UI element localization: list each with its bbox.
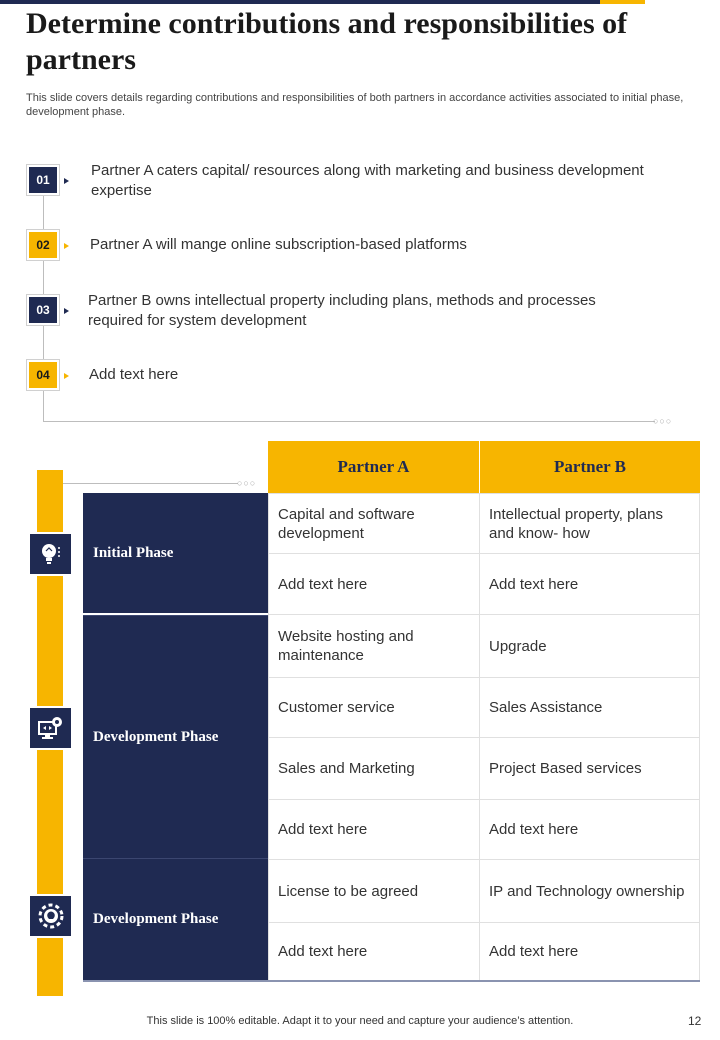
table-cell: Add text here bbox=[268, 799, 480, 860]
arrow-icon bbox=[64, 178, 69, 184]
number-label: 02 bbox=[29, 232, 57, 258]
brain-gear-icon bbox=[28, 894, 73, 938]
number-badge bbox=[26, 294, 60, 326]
number-badge bbox=[26, 359, 60, 391]
table-cell: Add text here bbox=[268, 922, 480, 981]
phase-initial: Initial Phase bbox=[83, 493, 268, 613]
table-cell: Add text here bbox=[479, 799, 700, 860]
monitor-gear-icon bbox=[28, 706, 73, 750]
table-cell: Add text here bbox=[268, 553, 480, 615]
top-accent-bar-yellow bbox=[600, 0, 645, 4]
arrow-icon bbox=[64, 373, 69, 379]
table-cell: Sales Assistance bbox=[479, 677, 700, 738]
list-item-text: Partner B owns intellectual property including plans, methods and processes required for system development bbox=[88, 292, 596, 329]
table-cell: Customer service bbox=[268, 677, 480, 738]
table-cell: IP and Technology ownership bbox=[479, 859, 700, 923]
arrow-icon bbox=[64, 308, 69, 314]
phase-development: Development Phase bbox=[83, 615, 268, 858]
list-connector-horizontal bbox=[43, 421, 655, 422]
header-label: Partner A bbox=[337, 457, 410, 476]
header-label: Partner B bbox=[554, 457, 626, 476]
table-cell: Sales and Marketing bbox=[268, 737, 480, 800]
table-cell: Intellectual property, plans and know- how bbox=[479, 493, 700, 554]
top-accent-bar bbox=[0, 0, 645, 4]
number-label: 03 bbox=[29, 297, 57, 323]
lightbulb-icon bbox=[28, 532, 73, 576]
header-partner-a bbox=[268, 441, 479, 493]
footer-note: This slide is 100% editable. Adapt it to your need and capture your audience’s attention. bbox=[146, 1015, 574, 1027]
table-cell: License to be agreed bbox=[268, 859, 480, 923]
header-partner-b bbox=[480, 441, 700, 493]
number-label: 04 bbox=[29, 362, 57, 388]
table-cell: Add text here bbox=[479, 553, 700, 615]
number-badge bbox=[26, 229, 60, 261]
number-badge bbox=[26, 164, 60, 196]
table-cell: Capital and software development bbox=[268, 493, 480, 554]
table-cell: Website hosting and maintenance bbox=[268, 614, 480, 678]
connector-dots: ○○○ bbox=[653, 416, 673, 426]
table-bottom-border bbox=[83, 980, 700, 982]
slide-title: Determine contributions and responsibilities of partners bbox=[26, 7, 628, 76]
list-item-text: Add text here bbox=[89, 366, 179, 383]
list-item-text: Partner A caters capital/ resources along with marketing and business development expertise bbox=[91, 162, 644, 199]
arrow-icon bbox=[64, 243, 69, 249]
number-label: 01 bbox=[29, 167, 57, 193]
slide-subtitle: This slide covers details regarding contributions and responsibilities of both partners in accordance activities associated to initial phase, development phase. bbox=[26, 92, 684, 118]
list-item-text: Partner A will mange online subscription-based platforms bbox=[90, 236, 467, 253]
page-number: 12 bbox=[688, 1014, 702, 1028]
phase-development-2: Development Phase bbox=[83, 858, 268, 980]
table-cell: Upgrade bbox=[479, 614, 700, 678]
timeline-connector bbox=[63, 483, 238, 484]
table-cell: Add text here bbox=[479, 922, 700, 981]
connector-dots: ○○○ bbox=[237, 478, 257, 488]
table-cell: Project Based services bbox=[479, 737, 700, 800]
